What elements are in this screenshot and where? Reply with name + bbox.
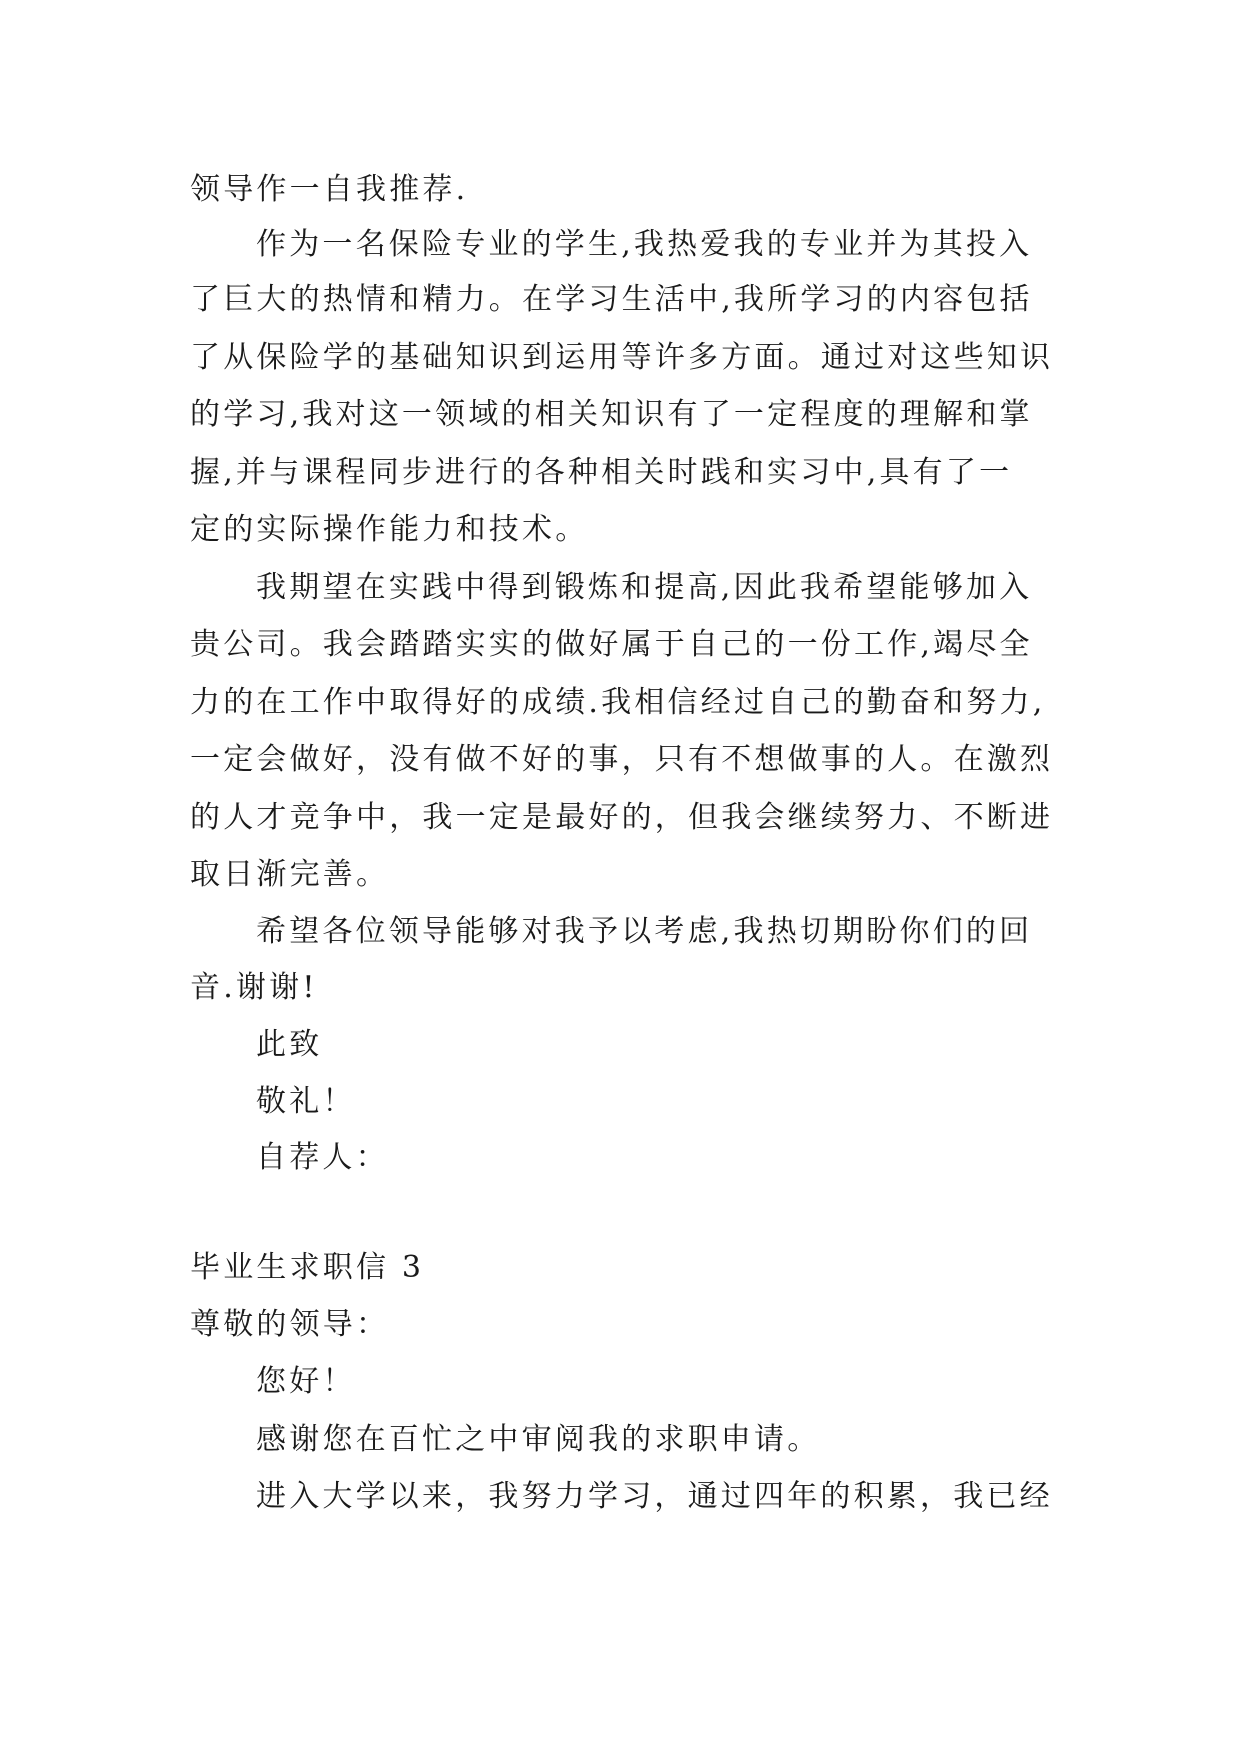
paragraph-line: 力的在工作中取得好的成绩.我相信经过自己的勤奋和努力, <box>190 685 1046 720</box>
paragraph-line: 进入大学以来，我努力学习，通过四年的积累，我已经 <box>256 1479 1053 1514</box>
paragraph-line: 了巨大的热情和精力。在学习生活中,我所学习的内容包括 <box>190 282 1033 317</box>
paragraph-line: 感谢您在百忙之中审阅我的求职申请。 <box>256 1422 821 1457</box>
paragraph-line: 音.谢谢! <box>190 970 318 1005</box>
greeting: 您好！ <box>256 1364 356 1399</box>
paragraph-line: 希望各位领导能够对我予以考虑,我热切期盼你们的回 <box>256 914 1033 949</box>
closing-line: 此致 <box>256 1027 323 1062</box>
text-line: 领导作一自我推荐. <box>190 172 469 207</box>
paragraph-line: 贵公司。我会踏踏实实的做好属于自己的一份工作,竭尽全 <box>190 627 1033 662</box>
paragraph-line: 的学习,我对这一领域的相关知识有了一定程度的理解和掌 <box>190 397 1033 432</box>
paragraph-line: 定的实际操作能力和技术。 <box>190 512 589 547</box>
paragraph-line: 作为一名保险专业的学生,我热爱我的专业并为其投入 <box>256 227 1033 262</box>
paragraph-line: 握,并与课程同步进行的各种相关时践和实习中,具有了一 <box>190 455 1013 490</box>
section-title: 毕业生求职信 3 <box>190 1250 425 1285</box>
paragraph-line: 取日渐完善。 <box>190 857 390 892</box>
paragraph-line: 了从保险学的基础知识到运用等许多方面。通过对这些知识 <box>190 340 1054 375</box>
paragraph-line: 的人才竞争中，我一定是最好的，但我会继续努力、不断进 <box>190 800 1054 835</box>
paragraph-line: 我期望在实践中得到锻炼和提高,因此我希望能够加入 <box>256 570 1033 605</box>
salutation: 尊敬的领导： <box>190 1307 390 1342</box>
signature-line: 自荐人： <box>256 1140 389 1175</box>
closing-line: 敬礼！ <box>256 1084 356 1119</box>
paragraph-line: 一定会做好，没有做不好的事，只有不想做事的人。在激烈 <box>190 742 1054 777</box>
